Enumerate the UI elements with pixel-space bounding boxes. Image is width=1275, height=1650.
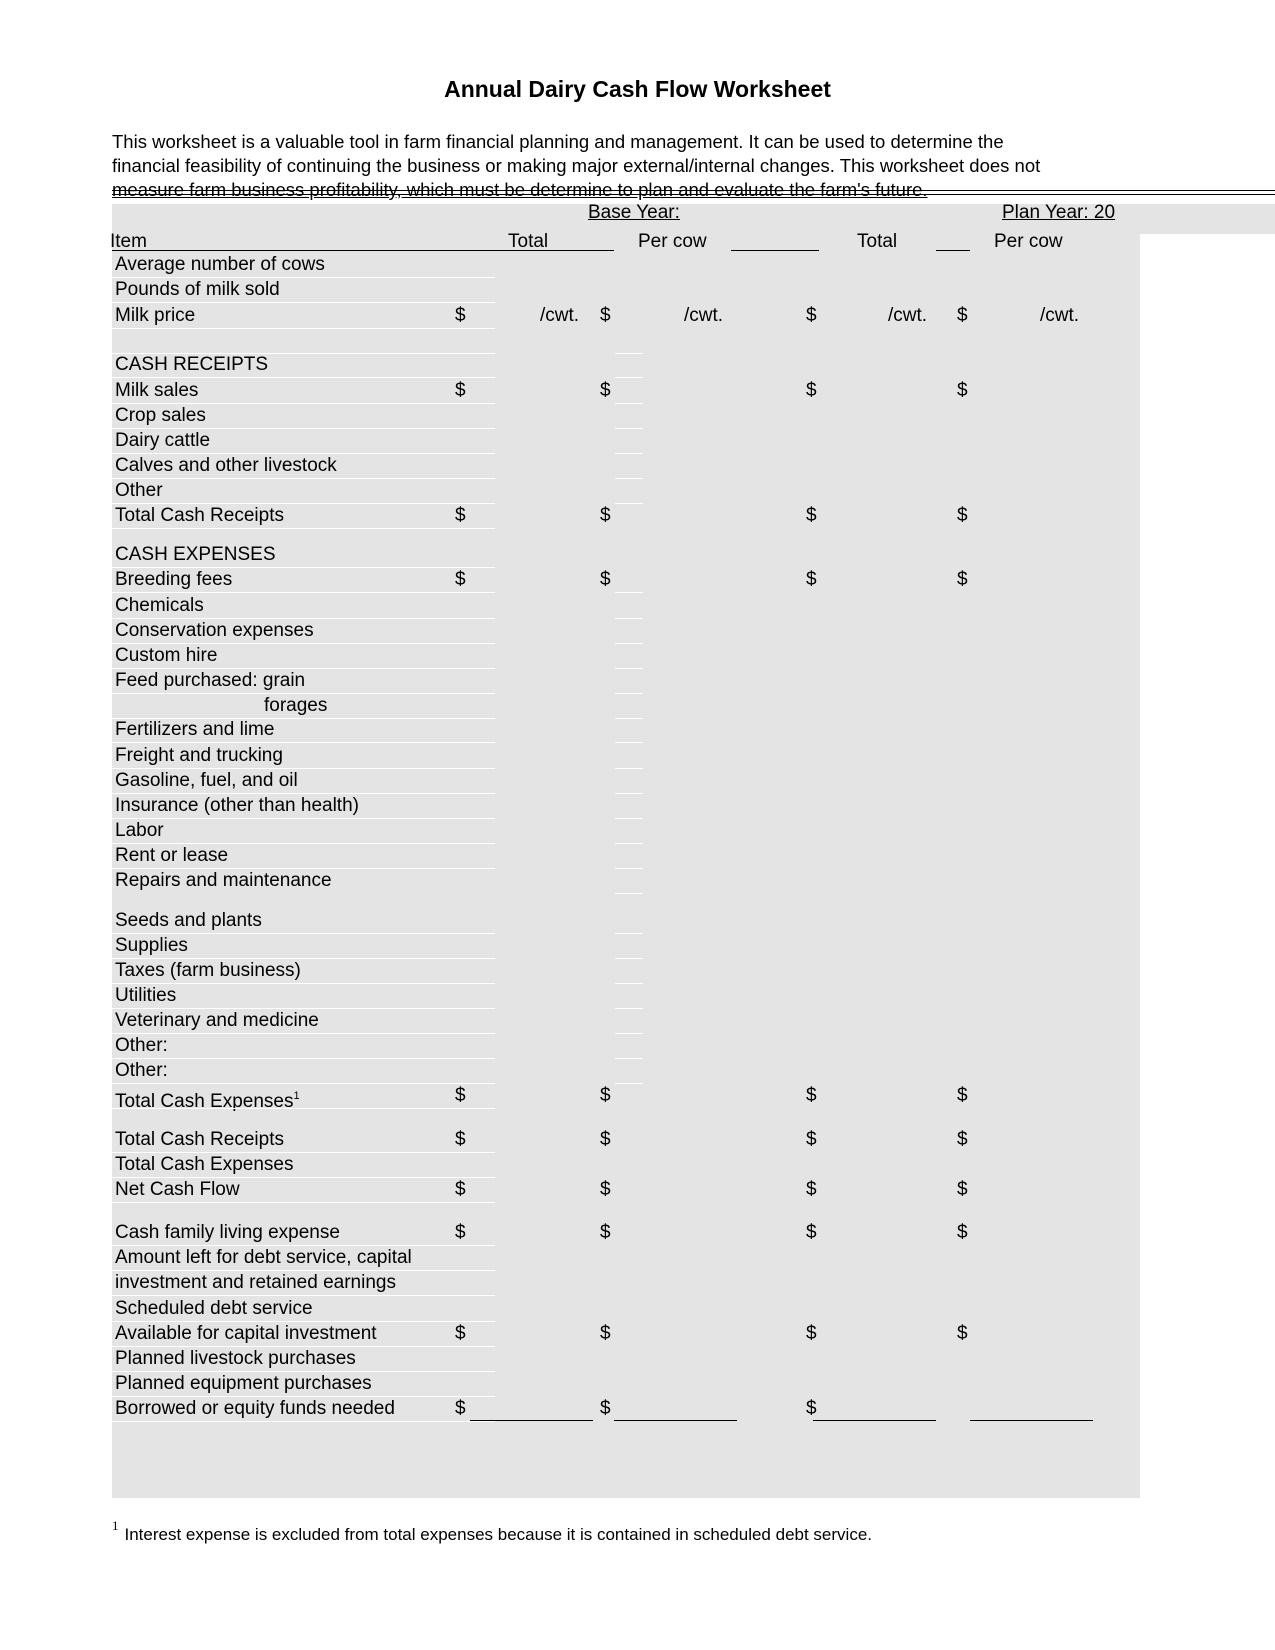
footnote-marker: 1	[112, 1518, 119, 1533]
row-label-text: Other:	[115, 1060, 168, 1081]
row-label-text: Utilities	[115, 985, 177, 1006]
row-label	[115, 934, 188, 958]
table-row	[112, 1128, 1140, 1154]
row-label-text: Planned livestock purchases	[115, 1348, 356, 1369]
row-label	[115, 454, 337, 478]
row-label-text: Cash family living expense	[115, 1222, 340, 1243]
row-label-text: Amount left for debt service, capital	[115, 1247, 412, 1268]
intro-line-1: This worksheet is a valuable tool in farm financial planning and management. It can be used to determine the	[112, 131, 1004, 152]
dollar-sign: $	[806, 1085, 817, 1106]
dollar-sign: $	[806, 1222, 817, 1243]
row-label-text: Fertilizers and lime	[115, 719, 275, 740]
row-label	[115, 718, 274, 742]
row-label	[115, 1322, 377, 1346]
table-row	[112, 404, 1140, 430]
row-label-text: Gasoline, fuel, and oil	[115, 770, 298, 791]
table-row	[112, 594, 1140, 620]
table-row	[112, 909, 1140, 935]
row-label	[115, 1372, 372, 1396]
base-per-cow-column-header: Per cow	[638, 231, 707, 252]
row-label	[115, 1397, 395, 1421]
row-label	[115, 1297, 313, 1321]
dollar-sign: $	[455, 505, 466, 526]
footnote	[112, 1518, 872, 1545]
per-cwt-unit: /cwt.	[1040, 305, 1080, 326]
table-row	[112, 253, 1140, 279]
row-label	[115, 353, 268, 377]
per-cwt-unit: /cwt.	[684, 305, 724, 326]
dollar-sign: $	[455, 1179, 466, 1200]
table-row	[112, 1397, 1140, 1423]
row-label-text: Total Cash Expenses	[115, 1091, 294, 1112]
row-label	[115, 909, 262, 933]
row-label	[115, 1271, 396, 1295]
dollar-sign: $	[455, 569, 466, 590]
dollar-sign: $	[957, 380, 968, 401]
table-row	[112, 769, 1140, 795]
dollar-sign: $	[600, 505, 611, 526]
table-row	[112, 669, 1140, 695]
dollar-sign: $	[600, 1179, 611, 1200]
row-label	[115, 479, 163, 503]
dollar-sign: $	[600, 1222, 611, 1243]
row-label-text: Freight and trucking	[115, 745, 283, 766]
dollar-sign: $	[957, 1222, 968, 1243]
table-row	[112, 1347, 1140, 1373]
table-row	[112, 744, 1140, 770]
row-label-text: Crop sales	[115, 405, 206, 426]
row-label-text: Available for capital investment	[115, 1323, 377, 1344]
dollar-sign: $	[455, 1398, 466, 1419]
table-row	[112, 819, 1140, 845]
row-divider	[112, 592, 495, 593]
row-label-text: Seeds and plants	[115, 910, 262, 931]
table-row	[112, 1271, 1140, 1297]
row-label-text: Conservation expenses	[115, 620, 314, 641]
dollar-sign: $	[957, 1129, 968, 1150]
table-row	[112, 794, 1140, 820]
row-label-text: Total Cash Expenses	[115, 1154, 294, 1175]
item-column-header: Item	[110, 231, 147, 252]
row-label-text: Average number of cows	[115, 254, 325, 275]
table-row	[112, 959, 1140, 985]
header-underline-item-total	[112, 250, 614, 251]
table-row	[112, 304, 1140, 330]
table-row	[112, 1297, 1140, 1323]
dollar-sign: $	[455, 1323, 466, 1344]
dollar-sign: $	[600, 1323, 611, 1344]
row-label	[115, 504, 284, 528]
row-label-text: Net Cash Flow	[115, 1179, 240, 1200]
row-label-text: CASH RECEIPTS	[115, 354, 269, 375]
row-label	[115, 594, 204, 618]
per-cow-divider	[615, 592, 643, 593]
table-row	[112, 1084, 1140, 1110]
table-row	[112, 454, 1140, 480]
row-label-text: investment and retained earnings	[115, 1272, 396, 1293]
row-divider	[112, 1108, 495, 1109]
row-label	[115, 379, 198, 403]
row-label	[115, 1059, 168, 1083]
dollar-sign: $	[957, 505, 968, 526]
row-label-text: Custom hire	[115, 645, 218, 666]
dollar-sign: $	[600, 569, 611, 590]
table-row	[112, 694, 1140, 720]
table-row	[112, 429, 1140, 455]
dollar-sign: $	[806, 1323, 817, 1344]
dollar-sign: $	[806, 505, 817, 526]
dollar-sign: $	[957, 1323, 968, 1344]
per-cow-divider	[615, 893, 643, 894]
fill-in-blank[interactable]	[813, 1420, 936, 1421]
table-row	[112, 934, 1140, 960]
row-label	[115, 1178, 240, 1202]
dollar-sign: $	[455, 1222, 466, 1243]
intro-paragraph	[112, 130, 1262, 202]
per-cow-divider	[615, 377, 643, 378]
row-label	[115, 1221, 340, 1245]
per-cwt-unit: /cwt.	[888, 305, 928, 326]
row-label	[264, 694, 327, 718]
dollar-sign: $	[957, 569, 968, 590]
table-row	[112, 619, 1140, 645]
dollar-sign: $	[455, 1085, 466, 1106]
row-label	[115, 543, 276, 567]
row-label	[115, 669, 305, 693]
dollar-sign: $	[600, 1085, 611, 1106]
row-label-text: Other	[115, 480, 163, 501]
row-label-text: Total Cash Receipts	[115, 505, 284, 526]
row-divider	[112, 1295, 495, 1296]
row-label	[115, 1153, 294, 1177]
dollar-sign: $	[806, 380, 817, 401]
per-cwt-unit: /cwt.	[540, 305, 580, 326]
row-label	[115, 253, 325, 277]
dollar-sign: $	[455, 1129, 466, 1150]
dollar-sign: $	[806, 305, 817, 326]
base-total-column-header: Total	[508, 231, 549, 252]
row-label	[115, 429, 210, 453]
intro-line-2: financial feasibility of continuing the business or making major external/internal changes. This worksheet does not	[112, 155, 1041, 176]
row-divider	[112, 377, 495, 378]
table-row	[112, 568, 1140, 594]
page-title: Annual Dairy Cash Flow Worksheet	[444, 76, 831, 102]
table-row	[112, 353, 1140, 379]
row-label-text: Total Cash Receipts	[115, 1129, 284, 1150]
dollar-sign: $	[600, 1129, 611, 1150]
double-rule-top	[112, 190, 1275, 191]
table-row	[112, 1034, 1140, 1060]
row-label	[115, 844, 228, 868]
row-label-text: Repairs and maintenance	[115, 870, 332, 891]
row-label	[115, 869, 332, 893]
table-row	[112, 844, 1140, 870]
base-year-label: Base Year:	[588, 202, 680, 223]
row-label	[115, 1084, 300, 1114]
table-row	[112, 479, 1140, 505]
row-label	[115, 1347, 356, 1371]
row-label	[115, 304, 195, 328]
dollar-sign: $	[957, 1179, 968, 1200]
row-divider	[112, 1202, 495, 1203]
table-row	[112, 1178, 1140, 1204]
row-label-text: Supplies	[115, 935, 188, 956]
row-label	[115, 744, 283, 768]
table-row	[112, 1059, 1140, 1085]
row-label-text: Dairy cattle	[115, 430, 211, 451]
plan-per-cow-column-header: Per cow	[994, 231, 1063, 252]
table-row	[112, 1221, 1140, 1247]
header-underline-per-cow	[731, 250, 819, 251]
row-label	[115, 1034, 168, 1058]
dollar-sign: $	[600, 305, 611, 326]
dollar-sign: $	[600, 380, 611, 401]
plan-year-label: Plan Year: 20	[1002, 202, 1116, 223]
table-row	[112, 278, 1140, 304]
row-label-text: Borrowed or equity funds needed	[115, 1398, 395, 1419]
table-row	[112, 984, 1140, 1010]
footnote-text: Interest expense is excluded from total expenses because it is contained in scheduled debt service.	[124, 1525, 872, 1544]
footnote-reference: 1	[293, 1090, 300, 1102]
row-label-text: Taxes (farm business)	[115, 960, 301, 981]
row-label	[115, 568, 232, 592]
table-row	[112, 504, 1140, 530]
dollar-sign: $	[455, 380, 466, 401]
row-label	[115, 984, 176, 1008]
table-row	[112, 644, 1140, 670]
row-label-text: Milk sales	[115, 380, 199, 401]
dollar-sign: $	[600, 1398, 611, 1419]
table-row	[112, 329, 1140, 355]
row-label	[115, 404, 206, 428]
row-divider	[112, 742, 495, 743]
row-label	[115, 794, 359, 818]
row-label-text: Veterinary and medicine	[115, 1010, 319, 1031]
table-row	[112, 869, 1140, 895]
row-label	[115, 1128, 284, 1152]
row-label-text: Breeding fees	[115, 569, 233, 590]
row-label	[115, 819, 164, 843]
table-row	[112, 1246, 1140, 1272]
row-label	[115, 1009, 319, 1033]
row-label	[115, 644, 217, 668]
row-divider	[112, 1421, 495, 1422]
table-row	[112, 379, 1140, 405]
row-label-text: Rent or lease	[115, 845, 229, 866]
row-divider	[112, 302, 495, 303]
dollar-sign: $	[806, 1398, 817, 1419]
row-label-text: Other:	[115, 1035, 168, 1056]
row-label	[115, 1246, 412, 1270]
row-label-text: Calves and other livestock	[115, 455, 337, 476]
row-label-text: Insurance (other than health)	[115, 795, 359, 816]
plan-total-column-header: Total	[857, 231, 898, 252]
per-cow-divider	[615, 742, 643, 743]
table-row	[112, 1372, 1140, 1398]
row-label-text: Pounds of milk sold	[115, 279, 280, 300]
row-label-text: Planned equipment purchases	[115, 1373, 372, 1394]
row-label-text: Feed purchased: grain	[115, 670, 306, 691]
row-label-text: CASH EXPENSES	[115, 544, 276, 565]
fill-in-blank[interactable]	[970, 1420, 1093, 1421]
double-rule-bottom	[112, 194, 1275, 195]
row-label	[115, 619, 314, 643]
table-row	[112, 1009, 1140, 1035]
row-label	[115, 769, 298, 793]
row-label-text: Milk price	[115, 305, 196, 326]
dollar-sign: $	[957, 1085, 968, 1106]
fill-in-blank[interactable]	[614, 1420, 737, 1421]
dollar-sign: $	[806, 569, 817, 590]
row-label-text: Chemicals	[115, 595, 204, 616]
dollar-sign: $	[957, 305, 968, 326]
intro-line-3: measure farm business profitability, which must be determine to plan and evaluate the farm's future.	[112, 179, 928, 200]
table-row	[112, 1322, 1140, 1348]
fill-in-blank[interactable]	[470, 1420, 593, 1421]
dollar-sign: $	[806, 1129, 817, 1150]
dollar-sign: $	[455, 305, 466, 326]
dollar-sign: $	[806, 1179, 817, 1200]
header-underline-plan-total	[936, 250, 970, 251]
row-divider	[112, 528, 495, 529]
row-label-text: forages	[264, 695, 328, 716]
row-label	[115, 959, 301, 983]
table-row	[112, 1153, 1140, 1179]
row-label-text: Scheduled debt service	[115, 1298, 313, 1319]
row-label-text: Labor	[115, 820, 164, 841]
row-label	[115, 278, 280, 302]
table-row	[112, 718, 1140, 744]
table-row	[112, 543, 1140, 569]
